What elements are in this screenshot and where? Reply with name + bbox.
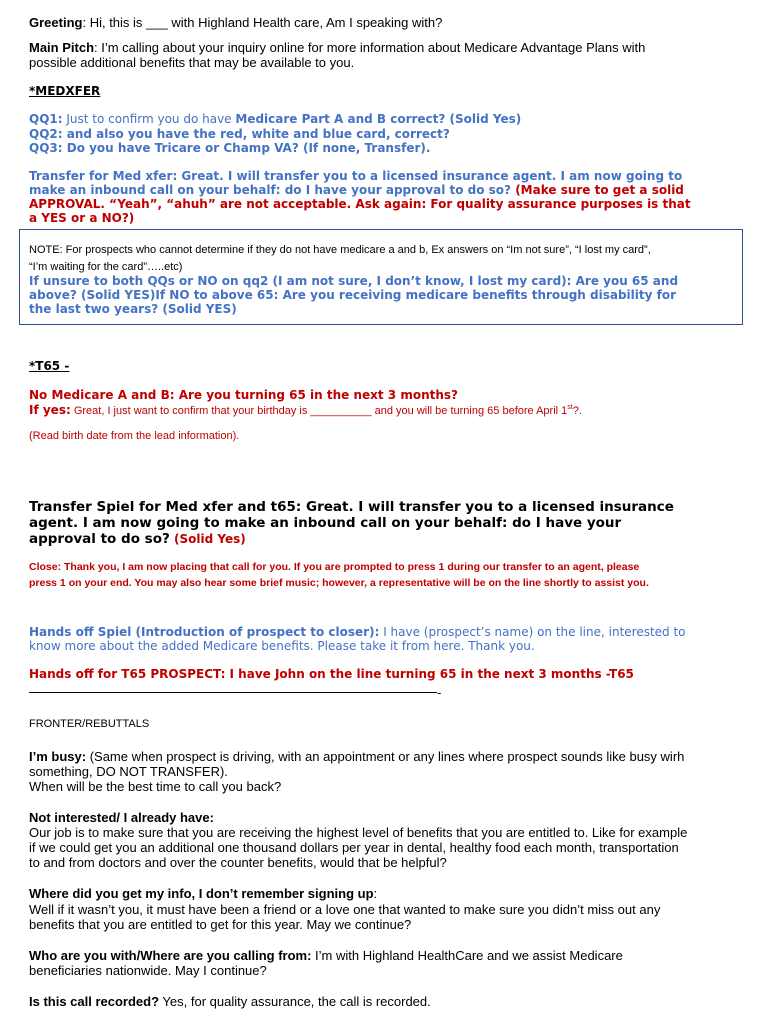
greeting-label: Greeting bbox=[29, 15, 83, 30]
hands-off-line-2: know more about the added Medicare benefits. Please take it from here. Thank you. bbox=[29, 639, 535, 653]
divider-rule bbox=[29, 692, 437, 693]
rule-tail: - bbox=[437, 686, 442, 700]
note-line-5: the last two years? (Solid YES) bbox=[29, 302, 237, 316]
not-interested-line-1: Our job is to make sure that you are receiving the highest level of benefits that you are entitled to. Like for example bbox=[29, 825, 688, 840]
hands-off-t65: Hands off for T65 PROSPECT: I have John on the line turning 65 in the next 3 months -T65 bbox=[29, 667, 634, 681]
hands-off-text-1: I have (prospect’s name) on the line, interested to bbox=[379, 625, 686, 639]
medxfer-heading: *MEDXFER bbox=[29, 84, 101, 98]
qq1-line bbox=[29, 112, 521, 126]
qq1-bold: Medicare Part A and B correct? (Solid Yes) bbox=[235, 112, 522, 126]
greeting-text: : Hi, this is ___ with Highland Health care, Am I speaking with? bbox=[82, 15, 443, 30]
transfer-text-2: make an inbound call on your behalf: do I have your approval to do so? bbox=[29, 183, 512, 197]
qq1-label: QQ1: bbox=[29, 112, 63, 126]
transfer-spiel-line-1: Transfer Spiel for Med xfer and t65: Great. I will transfer you to a licensed insurance bbox=[29, 499, 674, 515]
t65-if-yes-line bbox=[29, 403, 582, 417]
who-line-1 bbox=[29, 948, 623, 963]
greeting-line bbox=[29, 15, 442, 30]
recorded-label: Is this call recorded? bbox=[29, 994, 160, 1009]
who-text-1: I’m with Highland HealthCare and we assist Medicare bbox=[311, 948, 623, 963]
rebuttals-heading: FRONTER/REBUTTALS bbox=[29, 718, 150, 730]
transfer-line-2 bbox=[29, 183, 684, 197]
where-label-line bbox=[29, 886, 377, 901]
t65-question: No Medicare A and B: Are you turning 65 in the next 3 months? bbox=[29, 388, 459, 402]
who-line-2: beneficiaries nationwide. May I continue? bbox=[29, 963, 267, 978]
transfer-line-1: Transfer for Med xfer: Great. I will transfer you to a licensed insurance agent. I am now going to bbox=[29, 169, 683, 183]
close-line-1: Close: Thank you, I am now placing that call for you. If you are prompted to press 1 during our transfer to an agent, please bbox=[29, 561, 640, 573]
busy-text-1: (Same when prospect is driving, with an appointment or any lines where prospect sounds like busy wirh bbox=[86, 749, 685, 764]
busy-label: I’m busy: bbox=[29, 749, 87, 764]
where-label: Where did you get my info, I don’t remember signing up bbox=[29, 886, 374, 901]
hands-off-label: Hands off Spiel (Introduction of prospect to closer): bbox=[29, 625, 380, 639]
note-line-2: “I’m waiting for the card”…..etc) bbox=[29, 261, 183, 273]
transfer-spiel-solid-yes: (Solid Yes) bbox=[169, 532, 246, 546]
close-line-2: press 1 on your end. You may also hear some brief music; however, a representative will be on the line shortly to assist you. bbox=[29, 577, 649, 589]
if-yes-sup: st bbox=[567, 404, 573, 411]
qq3-line: QQ3: Do you have Tricare or Champ VA? (If none, Transfer). bbox=[29, 141, 431, 155]
not-interested-line-3: to and from doctors and over the counter benefits, would that be helpful? bbox=[29, 855, 447, 870]
hands-off-line-1 bbox=[29, 625, 686, 639]
note-line-4: above? (Solid YES)If NO to above 65: Are you receiving medicare benefits through disability for bbox=[29, 288, 677, 302]
not-interested-label: Not interested/ I already have: bbox=[29, 810, 214, 825]
transfer-spiel-line-3 bbox=[29, 531, 246, 547]
transfer-spiel-text-3: approval to do so? bbox=[29, 531, 170, 547]
main-pitch-text-1: : I’m calling about your inquiry online for more information about Medicare Advantage Plans with bbox=[94, 40, 646, 55]
who-label: Who are you with/Where are you calling from: bbox=[29, 948, 312, 963]
qq1-text: Just to confirm you do have bbox=[62, 112, 236, 126]
where-colon: : bbox=[373, 886, 378, 901]
if-yes-text: Great, I just want to confirm that your birthday is __________ and you will be turning 65 before April 1 bbox=[70, 405, 568, 417]
if-yes-label: If yes: bbox=[29, 403, 71, 417]
busy-line-3: When will be the best time to call you back? bbox=[29, 779, 282, 794]
transfer-red-3: a YES or a NO?) bbox=[29, 211, 135, 225]
transfer-spiel-line-2: agent. I am now going to make an inbound call on your behalf: do I have your bbox=[29, 515, 622, 531]
main-pitch-line-2: possible additional benefits that may be available to you. bbox=[29, 55, 355, 70]
transfer-red-1: (Make sure to get a solid bbox=[511, 183, 684, 197]
recorded-line bbox=[29, 994, 431, 1009]
main-pitch-label: Main Pitch bbox=[29, 40, 95, 55]
note-line-3: If unsure to both QQs or NO on qq2 (I am not sure, I don’t know, I lost my card): Are you 65 and bbox=[29, 274, 679, 288]
busy-line-1 bbox=[29, 749, 684, 764]
qq2-line: QQ2: and also you have the red, white and blue card, correct? bbox=[29, 127, 450, 141]
note-line-1: NOTE: For prospects who cannot determine if they do not have medicare a and b, Ex answers on “Im not sure”, “I lost my card”, bbox=[29, 244, 651, 256]
main-pitch-line-1 bbox=[29, 40, 645, 55]
where-line-2: benefits that you are entitled to get for this year. May we continue? bbox=[29, 917, 412, 932]
busy-line-2: something, DO NOT TRANSFER). bbox=[29, 764, 228, 779]
where-line-1: Well if it wasn’t you, it must have been a friend or a love one that wanted to make sure you didn’t miss out any bbox=[29, 902, 661, 917]
if-yes-text-end: ?. bbox=[572, 405, 582, 417]
not-interested-line-2: if we could get you an additional one thousand dollars per year in dental, healthy food each month, transportation bbox=[29, 840, 679, 855]
recorded-text: Yes, for quality assurance, the call is recorded. bbox=[159, 994, 431, 1009]
transfer-red-2: APPROVAL. “Yeah”, “ahuh” are not acceptable. Ask again: For quality assurance purposes is that bbox=[29, 197, 691, 211]
t65-heading: *T65 - bbox=[29, 359, 70, 373]
read-birth-line: (Read birth date from the lead information). bbox=[29, 430, 240, 442]
